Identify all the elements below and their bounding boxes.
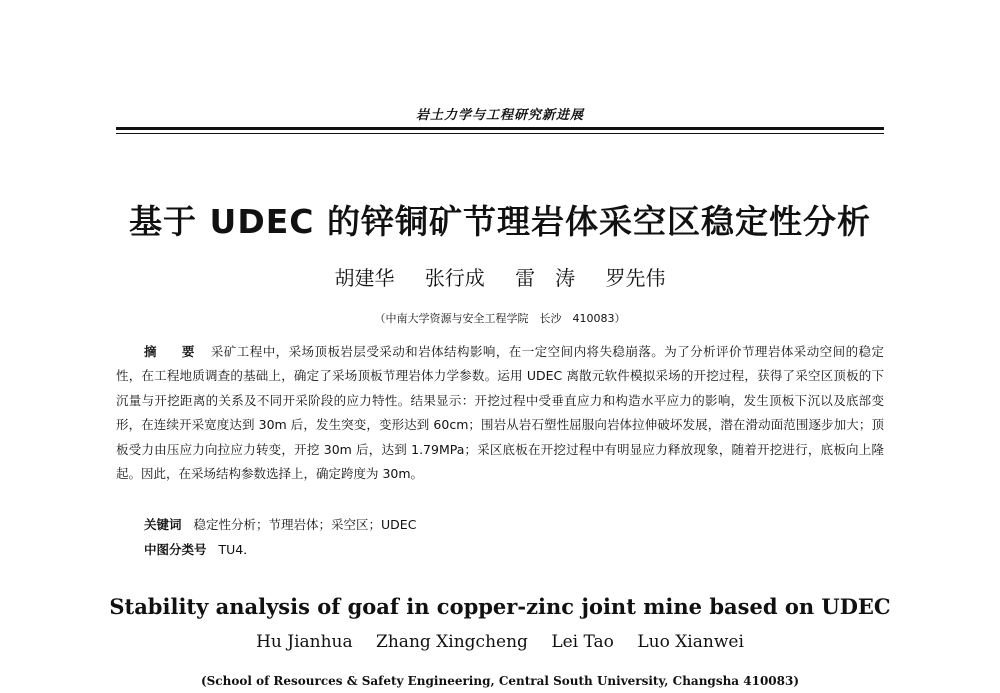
author-en-1: Hu Jianhua xyxy=(256,632,353,652)
author-en-2: Zhang Xingcheng xyxy=(376,632,528,652)
authors-english xyxy=(0,632,1000,652)
title-english: Stability analysis of goaf in copper-zinc joint mine based on UDEC xyxy=(109,594,891,619)
running-head: 岩土力学与工程研究新进展 xyxy=(415,108,584,123)
header-rule-thick xyxy=(116,127,884,130)
author-cn-3: 雷 涛 xyxy=(515,266,576,290)
keywords-line xyxy=(144,515,416,533)
clc-text: TU4． xyxy=(218,542,256,557)
clc-label: 中图分类号 xyxy=(144,542,207,557)
keywords-text: 稳定性分析；节理岩体；采空区；UDEC xyxy=(193,517,417,532)
abstract xyxy=(116,340,884,486)
keywords-label: 关键词 xyxy=(144,517,182,532)
author-en-4: Luo Xianwei xyxy=(637,632,744,652)
title-chinese: 基于 UDEC 的锌铜矿节理岩体采空区稳定性分析 xyxy=(129,202,871,241)
abstract-label: 摘 要 xyxy=(144,344,201,359)
clc-line xyxy=(144,540,256,558)
header-rule-thin xyxy=(116,133,884,134)
authors-chinese xyxy=(0,262,1000,291)
author-cn-2: 张行成 xyxy=(424,266,485,290)
author-cn-1: 胡建华 xyxy=(334,266,395,290)
affiliation-chinese: （中南大学资源与安全工程学院 长沙 410083） xyxy=(374,312,626,325)
abstract-text: 采矿工程中，采场顶板岩层受采动和岩体结构影响，在一定空间内将失稳崩落。为了分析评价节理岩体采动空间的稳定性，在工程地质调查的基础上，确定了采场顶板节理岩体力学参数。运用 UDEC 离散元软件模拟采场的开挖过程，获得了采空区顶板的下沉量与开挖距离的关系及不同开采阶段的应力特性。结果显示：开挖过程中受垂直应力和构造水平应力的影响，发生顶板下沉以及底部变形，在连续开采宽度达到 30m 后，发生突变，变形达到 60cm；围岩从岩石塑性屈服向岩体拉伸破坏发展，潜在滑动面范围逐步加大；顶板受力由压应力向拉应力转变，开挖 30m 后，达到 1.79MPa；采区底板在开挖过程中有明显应力释放现象，随着开挖进行，底板向上隆起。因此，在采场结构参数选择上，确定跨度为 30m。 xyxy=(116,344,884,482)
affiliation-english: (School of Resources & Safety Engineering, Central South University, Changsha 410083) xyxy=(200,674,800,688)
author-en-3: Lei Tao xyxy=(551,632,614,652)
author-cn-4: 罗先伟 xyxy=(605,266,666,290)
